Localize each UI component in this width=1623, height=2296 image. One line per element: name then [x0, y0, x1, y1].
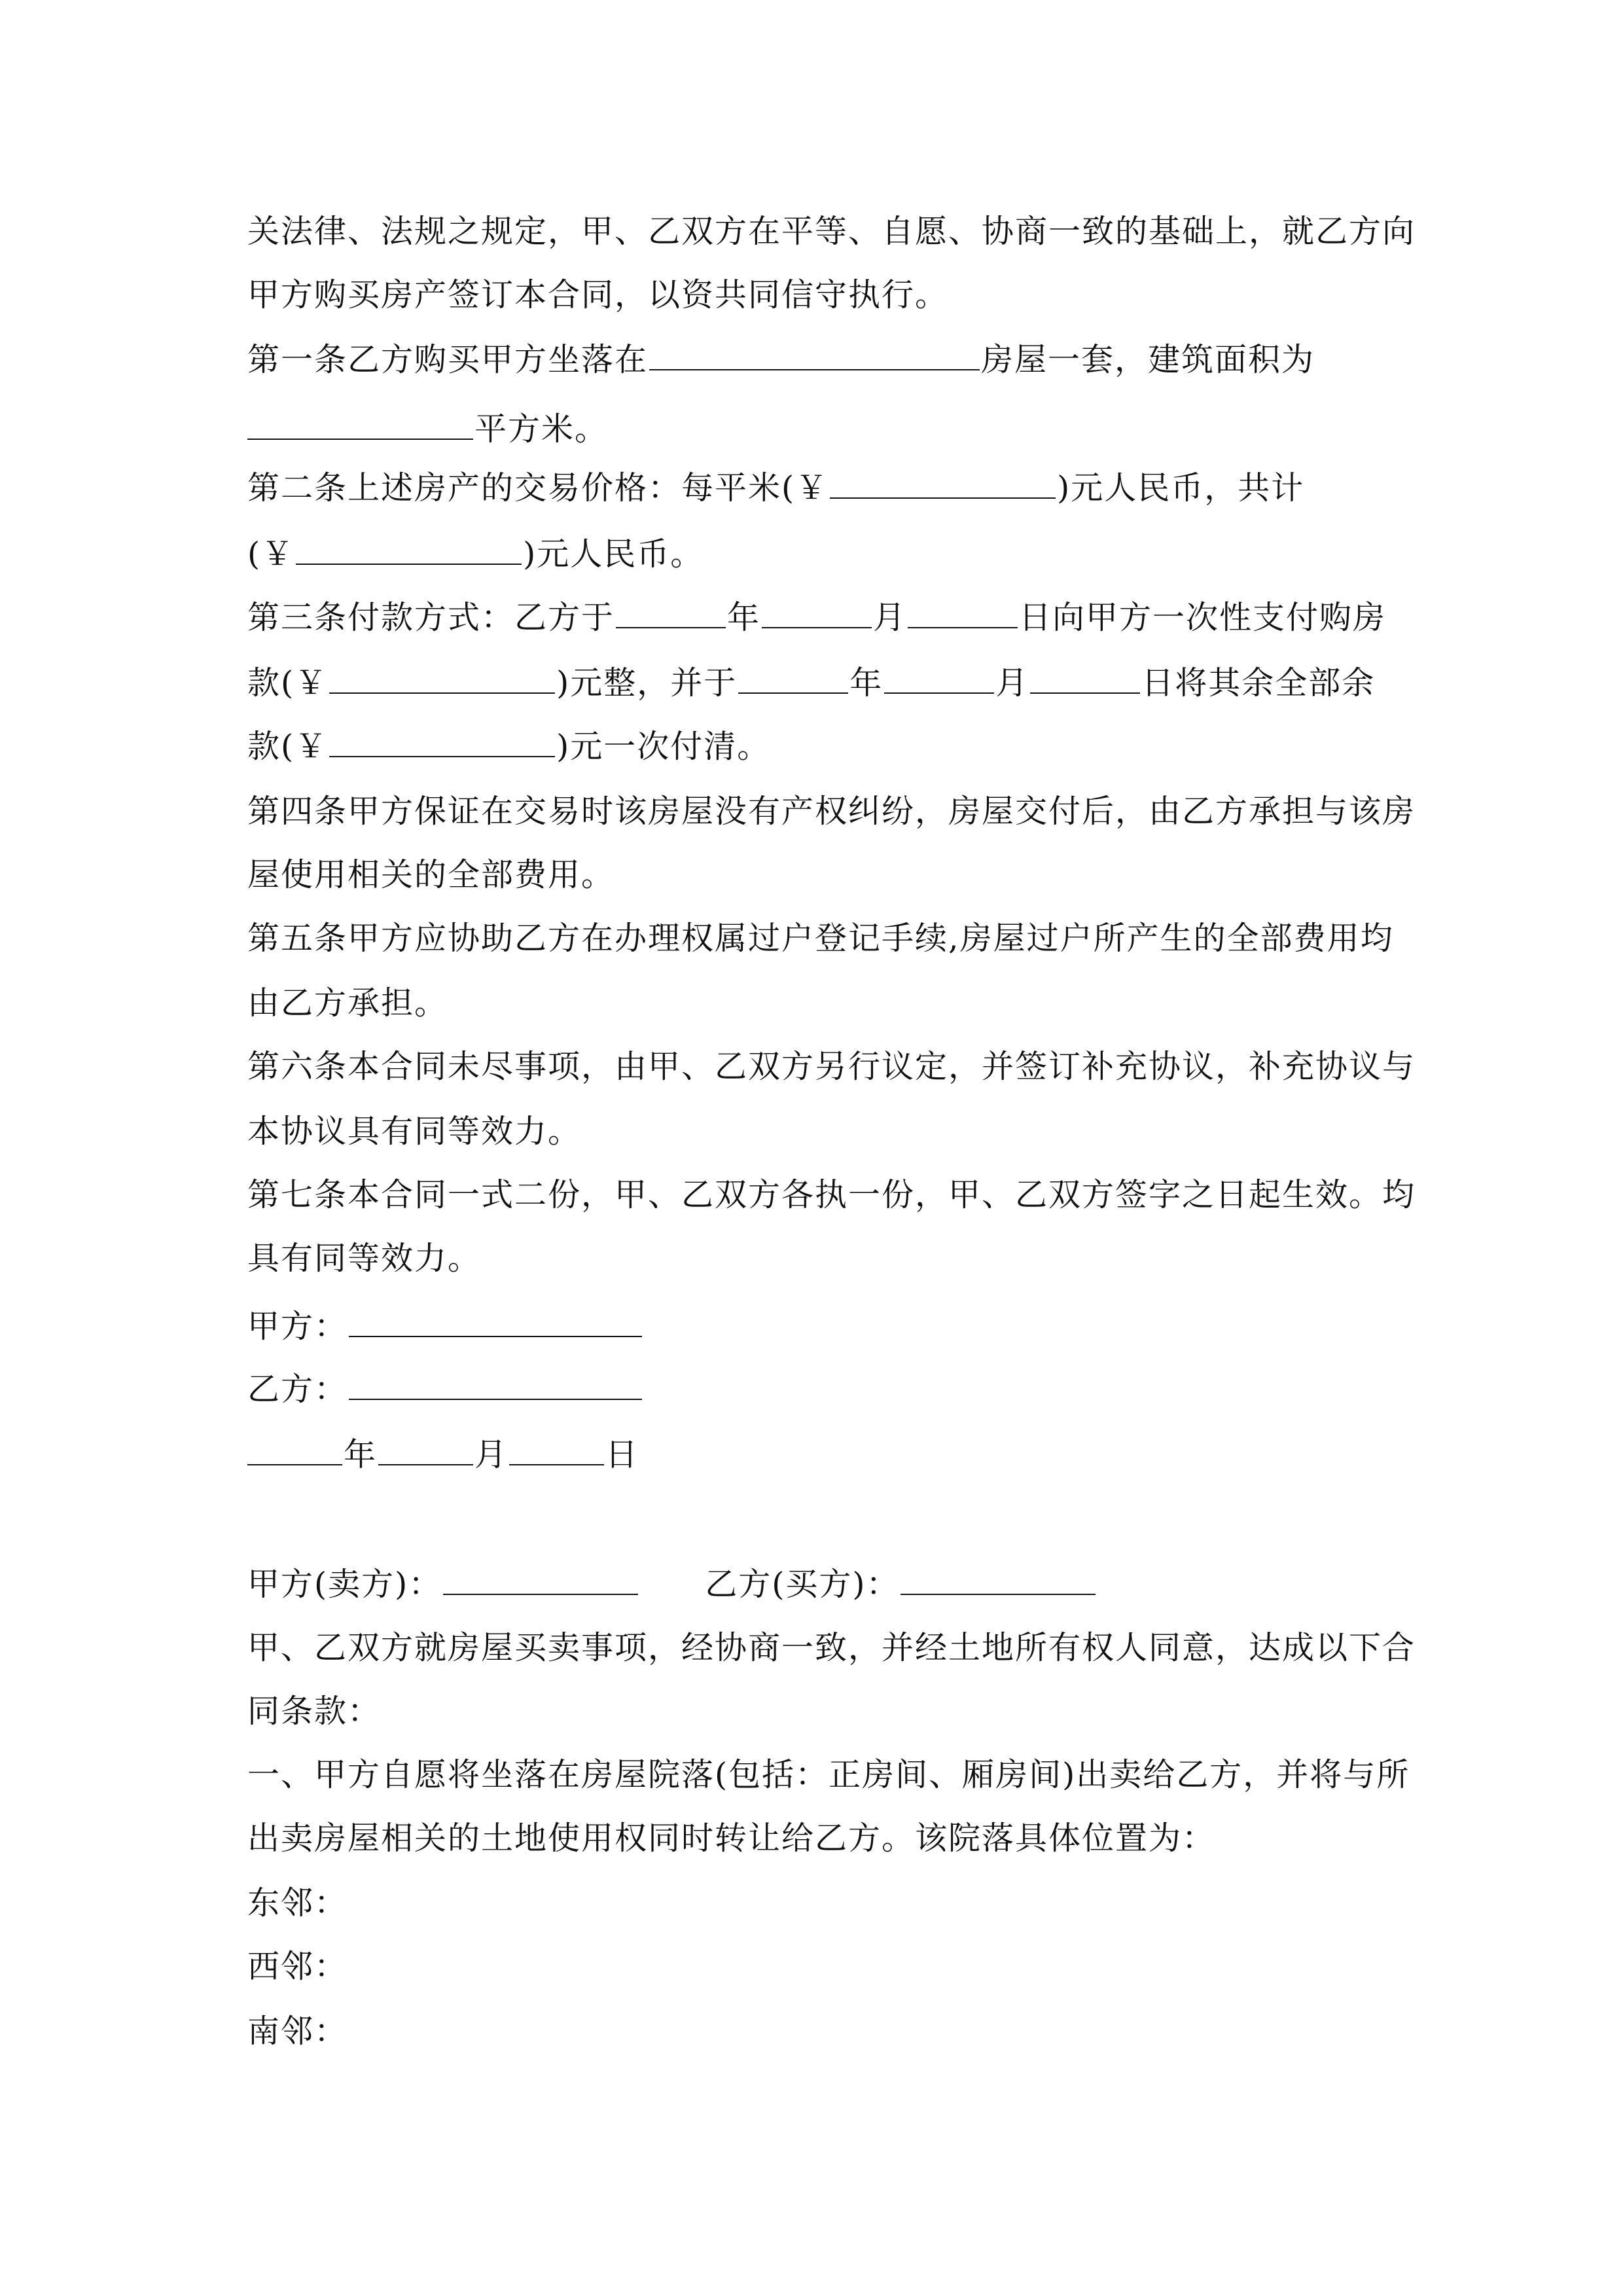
first-payment-day-field[interactable]	[908, 597, 1018, 628]
article-2-line-1	[247, 467, 1304, 507]
paragraph-preamble-line-2: 甲方购买房产签订本合同，以资共同信守执行。	[247, 276, 949, 314]
property-location-field[interactable]	[649, 339, 980, 370]
article-3-text-end: 日向甲方一次性支付购房	[1019, 599, 1387, 636]
balance-month-field[interactable]	[884, 662, 994, 694]
seller-label: 甲方(卖方)：	[247, 1566, 442, 1603]
article-1-line-1	[247, 339, 1315, 378]
total-price-field[interactable]	[296, 533, 522, 565]
article-3-text-l2-end: 日将其余全部余	[1141, 664, 1376, 702]
article-4-line-2: 屋使用相关的全部费用。	[247, 856, 615, 893]
party-a-label: 甲方：	[247, 1308, 348, 1345]
article-3-text: 第三条付款方式：乙方于	[247, 599, 615, 636]
article-2-text-l2: (￥	[247, 535, 295, 573]
clause-1-line-2: 出卖房屋相关的土地使用权同时转让给乙方。该院落具体位置为：	[247, 1820, 1216, 1857]
article-5-line-1: 第五条甲方应协助乙方在办理权属过户登记手续,房屋过户所产生的全部费用均	[247, 920, 1394, 957]
article-1-text-end: 平方米。	[474, 410, 609, 448]
article-1-text-mid: 房屋一套，建筑面积为	[981, 341, 1315, 378]
buyer-label: 乙方(买方)：	[705, 1566, 900, 1603]
article-2-text-l2-end: )元人民币。	[523, 535, 704, 573]
party-a-signature-row	[247, 1306, 643, 1345]
floor-area-field[interactable]	[247, 408, 473, 440]
balance-day-field[interactable]	[1030, 662, 1140, 694]
west-neighbor: 西邻：	[247, 1948, 348, 1985]
article-5-line-2: 由乙方承担。	[247, 984, 448, 1022]
first-payment-month-field[interactable]	[762, 597, 872, 628]
article-6-line-2: 本协议具有同等效力。	[247, 1113, 582, 1150]
article-3-line-2	[247, 662, 1375, 702]
article-3-line-1	[247, 597, 1386, 636]
east-neighbor: 东邻：	[247, 1884, 348, 1922]
year-label: 年	[344, 1436, 378, 1473]
parties-row	[247, 1564, 1097, 1603]
signing-day-field[interactable]	[509, 1434, 604, 1465]
balance-year-field[interactable]	[738, 662, 848, 694]
article-3-text-l3-end: )元一次付清。	[556, 728, 771, 765]
month-label: 月	[873, 599, 907, 636]
price-per-sqm-field[interactable]	[830, 467, 1056, 499]
party-a-signature-field[interactable]	[349, 1306, 642, 1337]
party-b-label: 乙方：	[247, 1371, 348, 1408]
first-payment-amount-field[interactable]	[329, 662, 555, 694]
clause-1-line-1: 一、甲方自愿将坐落在房屋院落(包括：正房间、厢房间)出卖给乙方，并将与所	[247, 1756, 1410, 1793]
day-label: 日	[605, 1436, 639, 1473]
article-3-text-l3: 款(￥	[247, 728, 329, 765]
article-6-line-1: 第六条本合同未尽事项，由甲、乙双方另行议定，并签订补充协议，补充协议与	[247, 1048, 1416, 1085]
article-3-text-l2-mid: )元整，并于	[556, 664, 738, 702]
year-label: 年	[727, 599, 761, 636]
contract2-intro-line-2: 同条款：	[247, 1693, 382, 1730]
month-label: 月	[474, 1436, 508, 1473]
article-4-line-1: 第四条甲方保证在交易时该房屋没有产权纠纷，房屋交付后，由乙方承担与该房	[247, 793, 1416, 830]
signing-date-row	[247, 1434, 639, 1473]
article-1-line-2	[247, 408, 608, 448]
article-2-text-mid: )元人民币，共计	[1057, 469, 1305, 507]
party-b-signature-row	[247, 1369, 643, 1408]
month-label: 月	[995, 664, 1029, 702]
seller-name-field[interactable]	[443, 1564, 638, 1595]
year-label: 年	[849, 664, 883, 702]
signing-year-field[interactable]	[247, 1434, 342, 1465]
contract2-intro-line-1: 甲、乙双方就房屋买卖事项，经协商一致，并经土地所有权人同意，达成以下合	[247, 1629, 1416, 1666]
article-3-text-l2: 款(￥	[247, 664, 329, 702]
balance-amount-field[interactable]	[329, 726, 555, 757]
article-7-line-1: 第七条本合同一式二份，甲、乙双方各执一份，甲、乙双方签字之日起生效。均	[247, 1176, 1416, 1213]
article-3-line-3	[247, 726, 770, 765]
first-payment-year-field[interactable]	[616, 597, 726, 628]
article-2-text: 第二条上述房产的交易价格：每平米(￥	[247, 469, 829, 507]
article-7-line-2: 具有同等效力。	[247, 1240, 482, 1277]
buyer-name-field[interactable]	[901, 1564, 1096, 1595]
article-2-line-2	[247, 533, 704, 573]
party-b-signature-field[interactable]	[349, 1369, 642, 1400]
paragraph-preamble-line-1: 关法律、法规之规定，甲、乙双方在平等、自愿、协商一致的基础上，就乙方向	[247, 213, 1416, 250]
south-neighbor: 南邻：	[247, 2013, 348, 2050]
signing-month-field[interactable]	[378, 1434, 473, 1465]
article-1-text: 第一条乙方购买甲方坐落在	[247, 341, 649, 378]
